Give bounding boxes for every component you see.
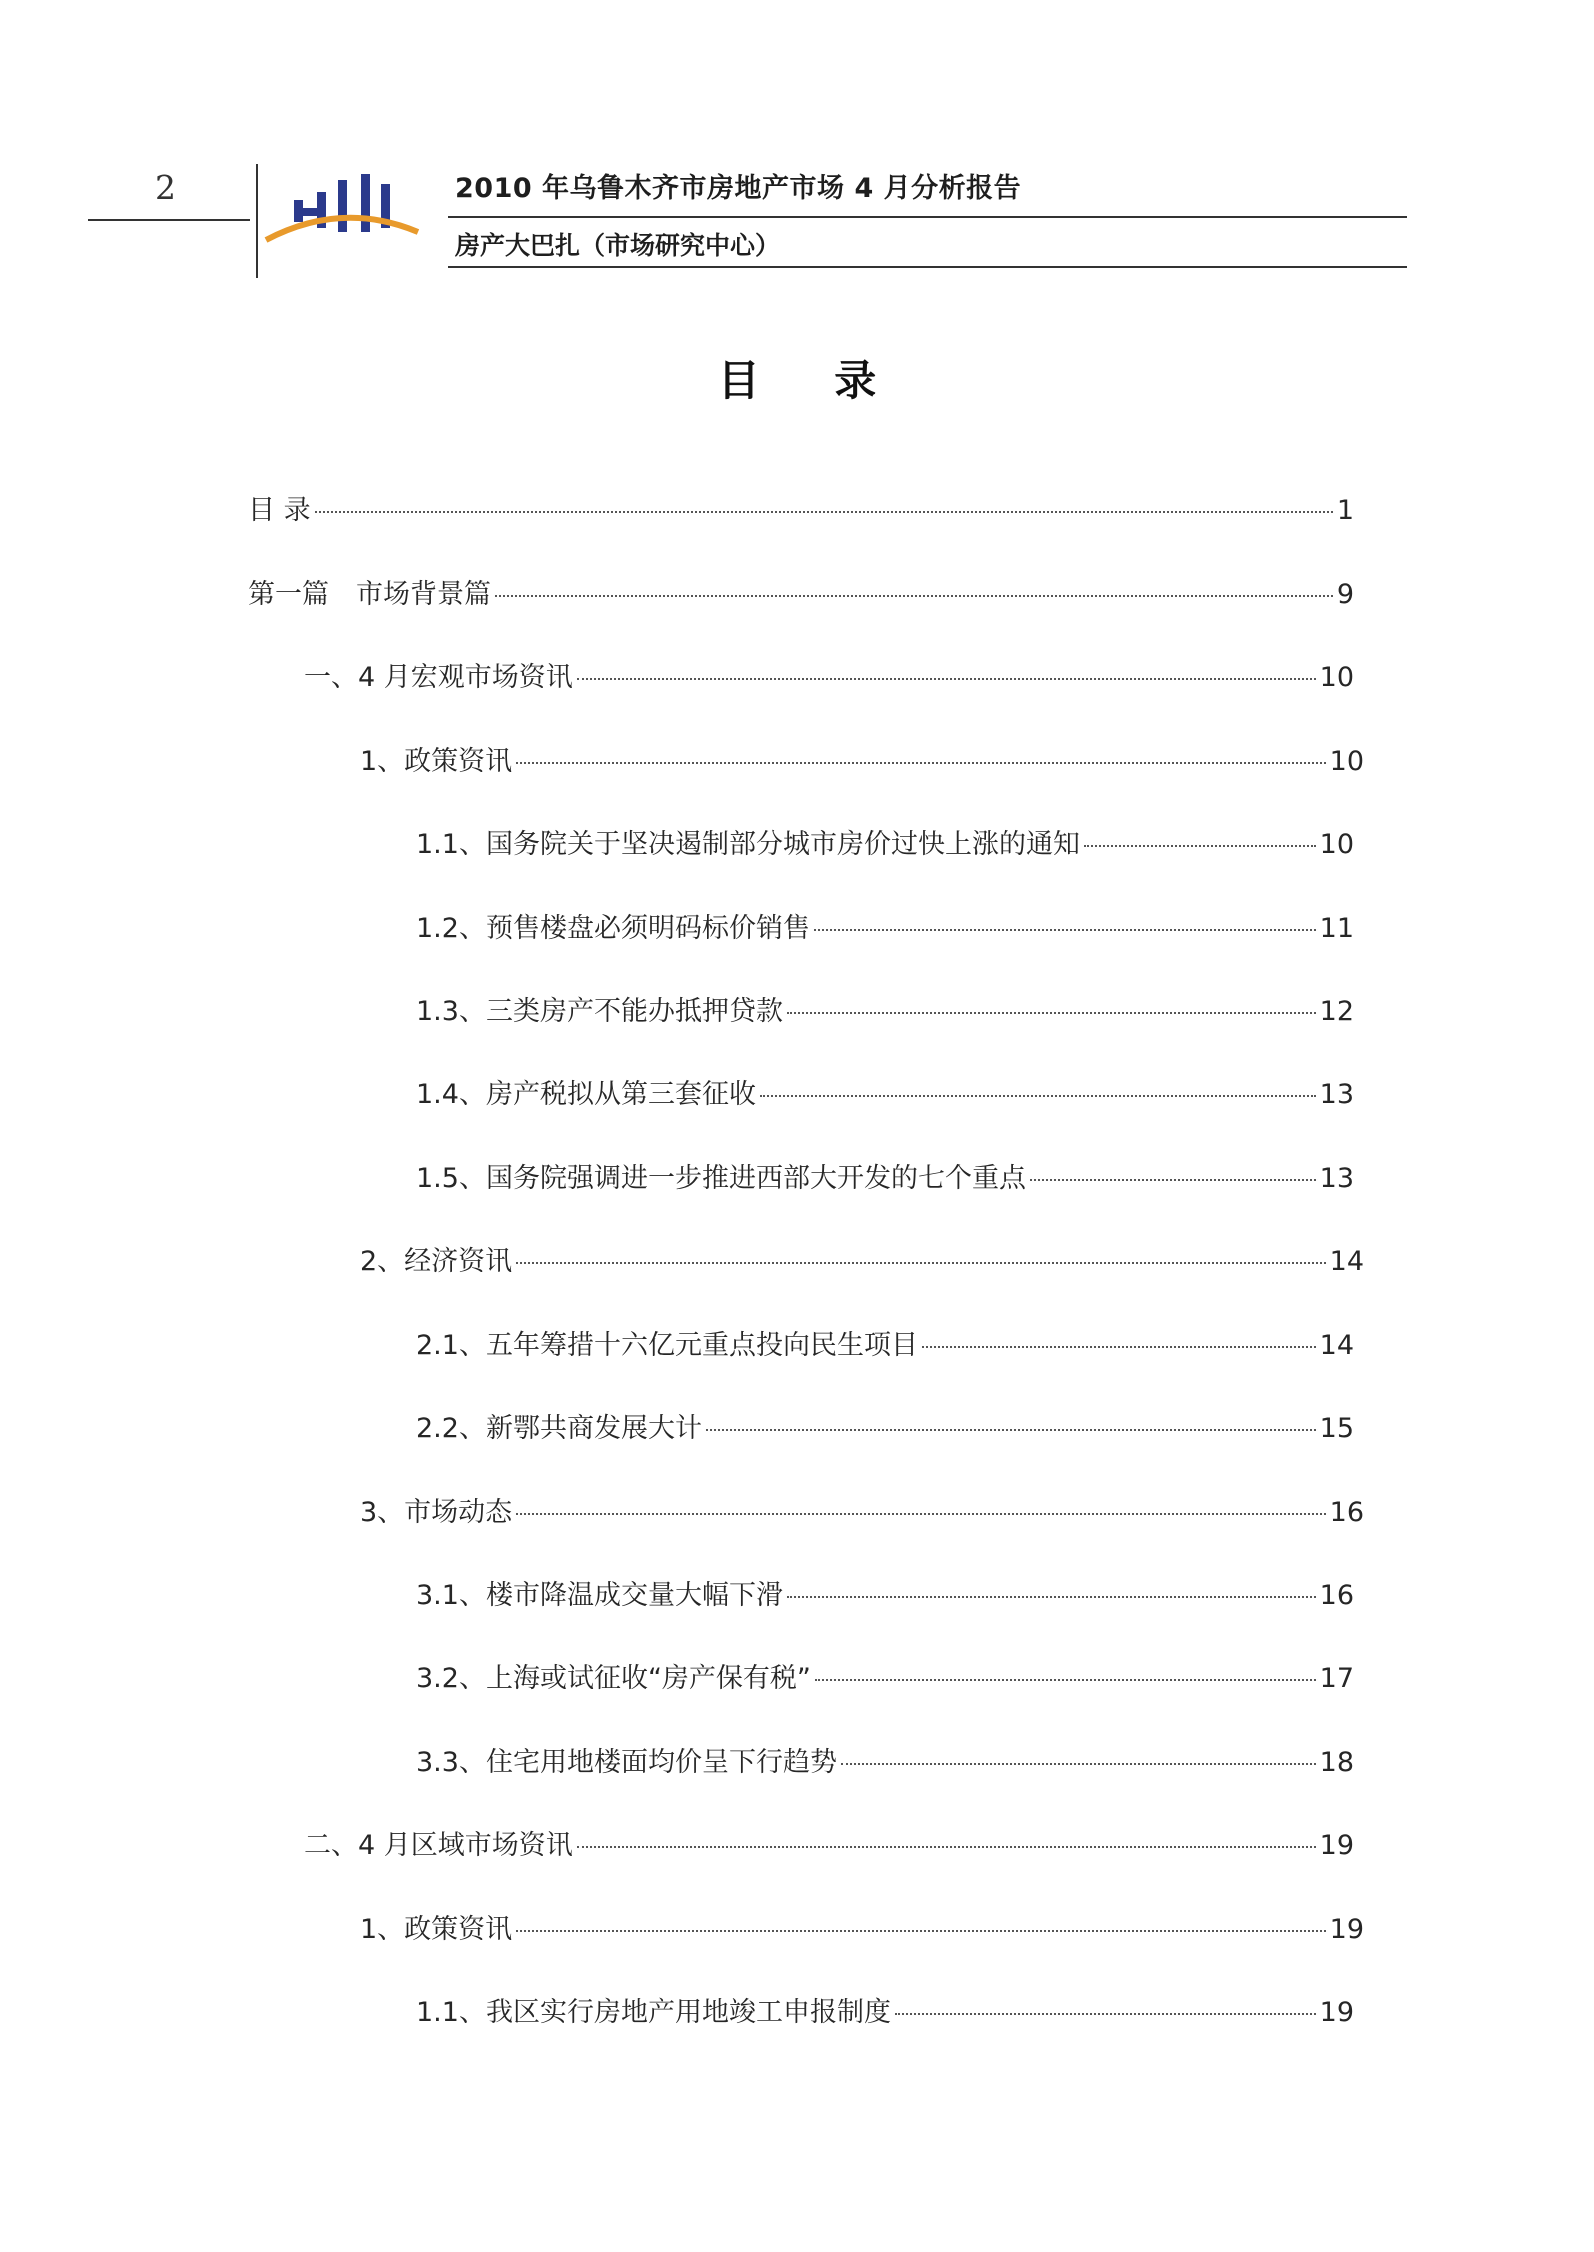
toc-entry-item[interactable] — [416, 1656, 1354, 1696]
toc-entry-item[interactable] — [416, 1156, 1354, 1196]
toc-entry-label: 1.3、三类房产不能办抵押贷款 — [416, 996, 783, 1027]
toc-leader-dots — [495, 595, 1333, 597]
toc-entry-page: 14 — [1319, 1330, 1354, 1361]
toc-entry-item[interactable] — [416, 822, 1354, 862]
toc-entry-item[interactable] — [416, 1990, 1354, 2030]
toc-entry-page: 1 — [1336, 495, 1354, 526]
toc-entry-label: 一、4 月宏观市场资讯 — [304, 662, 573, 693]
toc-entry-page: 16 — [1329, 1497, 1364, 1528]
toc-entry-label: 1.1、国务院关于坚决遏制部分城市房价过快上涨的通知 — [416, 829, 1080, 860]
toc-leader-dots — [841, 1763, 1316, 1765]
toc-entry-section[interactable] — [304, 1823, 1354, 1863]
toc-entry-label: 2.1、五年筹措十六亿元重点投向民生项目 — [416, 1330, 918, 1361]
toc-entry-label: 第一篇 市场背景篇 — [248, 579, 491, 610]
toc-entry-subsection[interactable] — [360, 1490, 1364, 1530]
toc-leader-dots — [577, 678, 1316, 680]
toc-entry-label: 3.2、上海或试征收“房产保有税” — [416, 1663, 811, 1694]
toc-entry-page: 15 — [1319, 1413, 1354, 1444]
toc-entry-label: 二、4 月区域市场资讯 — [304, 1830, 573, 1861]
toc-leader-dots — [516, 1930, 1325, 1932]
toc-leader-dots — [895, 2013, 1316, 2015]
toc-leader-dots — [516, 1513, 1325, 1515]
toc-entry-page: 16 — [1319, 1580, 1354, 1611]
toc-entry-label: 2.2、新鄂共商发展大计 — [416, 1413, 702, 1444]
toc-leader-dots — [516, 762, 1325, 764]
toc-entry-page: 14 — [1329, 1246, 1364, 1277]
toc-entry-label: 3.1、楼市降温成交量大幅下滑 — [416, 1580, 783, 1611]
toc-leader-dots — [814, 929, 1316, 931]
toc-leader-dots — [706, 1429, 1316, 1431]
toc-entry-label: 1、政策资讯 — [360, 1914, 513, 1945]
toc-entry-label: 2、经济资讯 — [360, 1246, 513, 1277]
toc-leader-dots — [315, 511, 1333, 513]
toc-entry-page: 18 — [1319, 1747, 1354, 1778]
toc-leader-dots — [577, 1846, 1316, 1848]
toc-entry-subsection[interactable] — [360, 1239, 1364, 1279]
toc-leader-dots — [787, 1596, 1316, 1598]
toc-entry-page: 9 — [1336, 579, 1354, 610]
toc-leader-dots — [1030, 1179, 1316, 1181]
report-organization: 房产大巴扎（市场研究中心） — [455, 231, 781, 260]
toc-entry-label: 目 录 — [248, 495, 311, 526]
toc-entry-label: 1、政策资讯 — [360, 746, 513, 777]
toc-entry-page: 10 — [1319, 662, 1354, 693]
toc-entry-item[interactable] — [416, 1323, 1354, 1363]
toc-entry-page: 12 — [1319, 996, 1354, 1027]
toc-entry-label: 3、市场动态 — [360, 1497, 513, 1528]
toc-entry-label: 1.4、房产税拟从第三套征收 — [416, 1079, 756, 1110]
toc-entry-label: 1.1、我区实行房地产用地竣工申报制度 — [416, 1997, 891, 2028]
toc-heading: 目 录 — [717, 356, 907, 405]
toc-entry-page: 13 — [1319, 1079, 1354, 1110]
toc-entry-page: 19 — [1319, 1997, 1354, 2028]
toc-entry-item[interactable] — [416, 1406, 1354, 1446]
toc-entry-page: 13 — [1319, 1163, 1354, 1194]
toc-entry-page: 10 — [1319, 829, 1354, 860]
page-number: 2 — [155, 168, 176, 207]
toc-leader-dots — [815, 1679, 1316, 1681]
toc-leader-dots — [760, 1095, 1316, 1097]
toc-entry-subsection[interactable] — [360, 739, 1364, 779]
toc-entry-item[interactable] — [416, 1573, 1354, 1613]
toc-entry-label: 1.5、国务院强调进一步推进西部大开发的七个重点 — [416, 1163, 1026, 1194]
toc-leader-dots — [922, 1346, 1316, 1348]
toc-entry-item[interactable] — [416, 989, 1354, 1029]
toc-entry-page: 17 — [1319, 1663, 1354, 1694]
toc-leader-dots — [516, 1262, 1325, 1264]
toc-entry-subsection[interactable] — [360, 1907, 1364, 1947]
toc-leader-dots — [1084, 845, 1316, 847]
toc-entry-page: 10 — [1329, 746, 1364, 777]
toc-entry-label: 1.2、预售楼盘必须明码标价销售 — [416, 913, 810, 944]
toc-entry-item[interactable] — [416, 1072, 1354, 1112]
toc-leader-dots — [787, 1012, 1316, 1014]
toc-entry-section[interactable] — [304, 655, 1354, 695]
toc-entry-contents[interactable] — [248, 488, 1354, 528]
toc-entry-item[interactable] — [416, 1740, 1354, 1780]
toc-entry-page: 19 — [1329, 1914, 1364, 1945]
toc-entry-page: 11 — [1319, 913, 1354, 944]
toc-entry-item[interactable] — [416, 906, 1354, 946]
toc-entry-label: 3.3、住宅用地楼面均价呈下行趋势 — [416, 1747, 837, 1778]
report-title: 2010 年乌鲁木齐市房地产市场 4 月分析报告 — [455, 173, 1022, 204]
toc-entry-page: 19 — [1319, 1830, 1354, 1861]
toc-entry-part-1[interactable] — [248, 572, 1354, 612]
